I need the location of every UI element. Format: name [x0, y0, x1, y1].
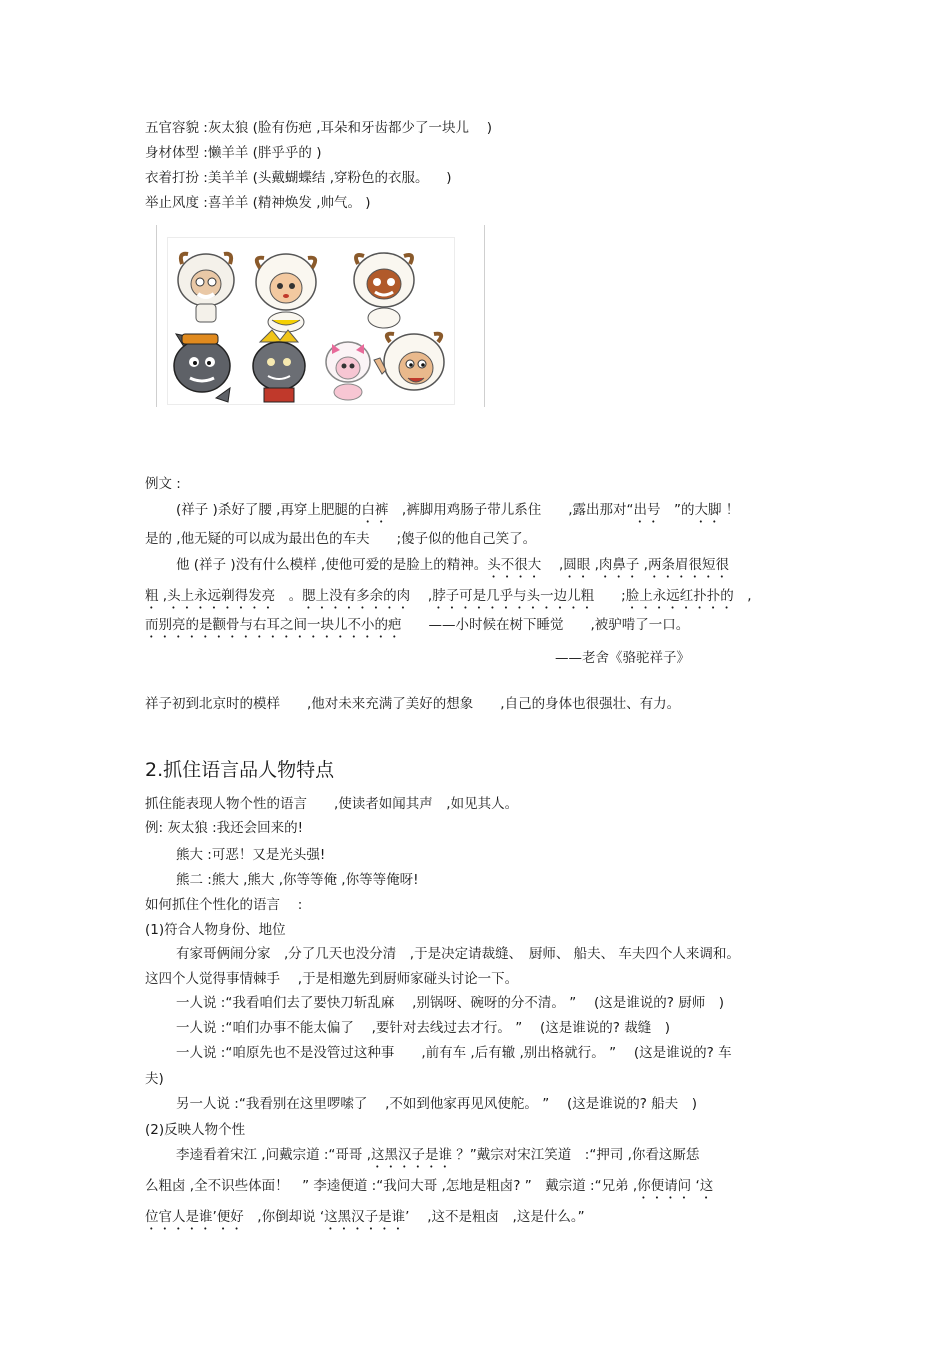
quote-cook: 一人说 :“咱们办事不能太偏了 ,要针对去线过去才行。 ” (这是谁说的? 裁缝 ): [176, 1020, 670, 1036]
quote-carter-line2: 夫): [145, 1071, 164, 1087]
dialogue-example-1: 例: 灰太狼 :我还会回来的!: [145, 820, 304, 836]
pretty-goat-icon: [326, 342, 370, 400]
warm-goat-icon: [354, 253, 414, 328]
how-to-heading: 如何抓住个性化的语言 :: [145, 897, 303, 913]
old-goat-icon: [178, 254, 234, 322]
likui-line-2: 么粗卤 ,全不识些体面！ ” 李逵便道 :“我问大哥 ,怎地是粗卤? ” 戴宗道 :“兄弟 ,你便请问 ‘这: [145, 1178, 714, 1194]
example-p1-line2: 是的 ,他无疑的可以成为最出色的车夫 ;傻子似的他自己笑了。: [145, 531, 537, 547]
story-line-1: 有家哥俩闹分家 ,分了几天也没分清 ,于是决定请裁缝、 厨师、 船夫、 车夫四个人来调和。: [176, 946, 740, 962]
example-p1-line1: (祥子 )杀好了腰 ,再穿上肥腿的白裤 ,裤脚用鸡肠子带儿系住 ,露出那对“出号 ”的大脚 ！: [176, 502, 740, 518]
example-p2-line3: 而别亮的是颧骨与右耳之间一块儿不小的疤 ——小时候在树下睡觉 ,被驴啃了一口。: [145, 617, 690, 633]
section-heading: 2.抓住语言品人物特点: [145, 759, 335, 781]
story-line-2: 这四个人觉得事情棘手 ,于是相邀先到厨师家碰头讨论一下。: [145, 971, 519, 987]
dialogue-example-2: 熊大 :可恶！又是光头强!: [176, 847, 326, 863]
quote-carter-line1: 一人说 :“咱原先也不是没管过这种事 ,前有车 ,后有辙 ,别出格就行。 ” (这是谁说的? 车: [176, 1045, 732, 1061]
subheading-identity: (1)符合人物身份、地位: [145, 922, 286, 938]
likui-line-1: 李逵看着宋江 ,问戴宗道 :“哥哥 ,这黑汉子是谁 ？”戴宗对宋江笑道 :“押司 ,你看这厮恁: [176, 1147, 700, 1163]
quote-tailor: 一人说 :“我看咱们去了要快刀斩乱麻 ,别锅呀、碗呀的分不清。 ” (这是谁说的? 厨师 ): [176, 995, 724, 1011]
intro-item-face: 五官容貌 :灰太狼 (脸有伤疤 ,耳朵和牙齿都少了一块儿 ): [145, 120, 493, 136]
example-p2-line1: 他 (祥子 )没有什么模样 ,使他可爱的是脸上的精神。头不很大 ,圆眼 ,肉鼻子 ,两条眉很短很: [176, 557, 729, 573]
section-intro: 抓住能表现人物个性的语言 ,使读者如闻其声 ,如见其人。: [145, 796, 519, 812]
quote-boatman: 另一人说 :“我看别在这里啰嗦了 ,不如到他家再见风使舵。 ” (这是谁说的? 船夫 ): [176, 1096, 697, 1112]
cartoon-figure: [156, 225, 485, 407]
subheading-personality: (2)反映人物个性: [145, 1122, 246, 1138]
lazy-goat-icon: [256, 254, 316, 332]
example-p2-line2: 粗 ,头上永远剃得发亮 。腮上没有多余的肉 ,脖子可是几乎与头一边儿粗 ;脸上永远红扑扑的 ,: [145, 588, 752, 604]
grey-wolf-icon: [174, 334, 230, 402]
cartoon-image: [167, 237, 455, 405]
intro-item-body: 身材体型 :懒羊羊 (胖乎乎的 ): [145, 145, 322, 161]
cartoon-characters: [168, 238, 454, 404]
example-label: 例文 :: [145, 476, 181, 492]
likui-line-3: 位官人是谁’便好 ,你倒却说 ‘这黑汉子是谁’ ,这不是粗卤 ,这是什么。”: [145, 1209, 585, 1225]
red-wolf-icon: [253, 330, 305, 402]
intro-item-dress: 衣着打扮 :美羊羊 (头戴蝴蝶结 ,穿粉色的衣服。 ): [145, 170, 452, 186]
example-summary: 祥子初到北京时的模样 ,他对未来充满了美好的想象 ,自己的身体也很强壮、有力。: [145, 696, 681, 712]
happy-goat-icon: [374, 334, 444, 390]
intro-item-manner: 举止风度 :喜羊羊 (精神焕发 ,帅气。 ): [145, 195, 371, 211]
example-source: ——老舍《骆驼祥子》: [555, 650, 690, 666]
dialogue-example-3: 熊二 :熊大 ,熊大 ,你等等俺 ,你等等俺呀!: [176, 872, 419, 888]
